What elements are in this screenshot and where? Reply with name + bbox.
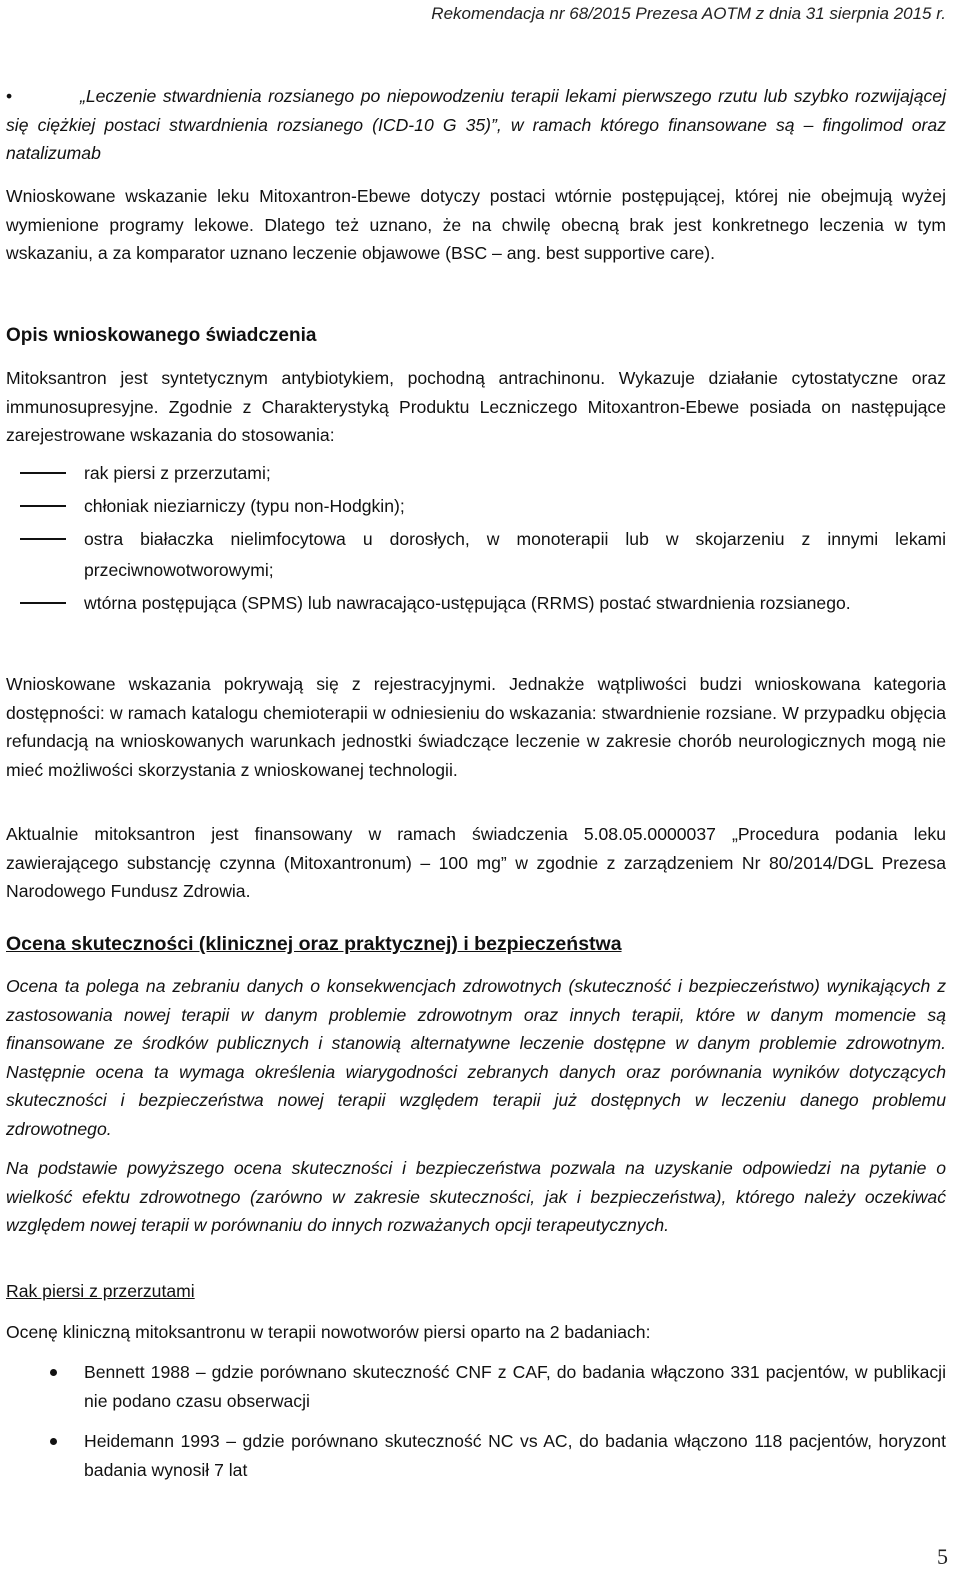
dash-icon: [20, 538, 66, 540]
paragraph-ocena-2: Na podstawie powyższego ocena skuteczności i bezpieczeństwa pozwala na uzyskanie odpowiedzi na pytanie o wielkość efektu zdrowotnego (zarówno w zakresie skuteczności, jak i bezpieczeństwa), którego należy oczekiwać względem nowej terapii w porównaniu do innych rozważanych opcji terapeutycznych.: [6, 1158, 946, 1235]
paragraph-opis: Mitoksantron jest syntetycznym antybiotykiem, pochodną antrachinonu. Wykazuje działanie cytostatyczne oraz immunosupresyjne. Zgodnie z Charakterystyką Produktu Leczniczego Mitoxantron-Ebewe posiada on następujące zarejestrowane wskazania do stosowania:: [6, 368, 946, 445]
list-item: [6, 491, 946, 522]
list-item: [6, 1427, 946, 1484]
list-item: [6, 1358, 946, 1415]
dash-icon: [20, 505, 66, 507]
bullet-dot-icon: [50, 1369, 57, 1376]
dash-icon: [20, 602, 66, 604]
study-text: Bennett 1988 – gdzie porównano skuteczność CNF z CAF, do badania włączono 331 pacjentów, w publikacji nie podano czasu obserwacji: [84, 1362, 946, 1411]
page-header: Rekomendacja nr 68/2015 Prezesa AOTM z dnia 31 sierpnia 2015 r.: [431, 4, 946, 23]
paragraph-ocene: Ocenę kliniczną mitoksantronu w terapii nowotworów piersi oparto na 2 badaniach:: [6, 1322, 651, 1342]
heading-ocena: Ocena skuteczności (klinicznej oraz praktycznej) i bezpieczeństwa: [6, 933, 622, 955]
bullet-program-text: „Leczenie stwardnienia rozsianego po niepowodzeniu terapii lekami pierwszego rzutu lub szybko rozwijającej się ciężkiej postaci stwardnienia rozsianego (ICD-10 G 35)”, w ramach którego finansowane są – fingolimod oraz natalizumab: [6, 86, 946, 163]
paragraph-pokrywaja: Wnioskowane wskazania pokrywają się z rejestracyjnymi. Jednakże wątpliwości budzi wnioskowana kategoria dostępności: w ramach katalogu chemioterapii w odniesieniu do wskazania: stwardnienie rozsiane. W przypadku objęcia refundacją na wnioskowanych warunkach jednostki świadczące leczenie w zakresie chorób neurologicznych mogą nie mieć możliwości skorzystania z wnioskowanej technologii.: [6, 674, 946, 780]
paragraph-aktualnie: Aktualnie mitoksantron jest finansowany w ramach świadczenia 5.08.05.0000037 „Procedura podania leku zawierającego substancję czynna (Mitoxantronum) – 100 mg” w zgodnie z zarządzeniem Nr 80/2014/DGL Prezesa Narodowego Fundusz Zdrowia.: [6, 824, 946, 901]
list-item: [6, 458, 946, 489]
heading-opis: Opis wnioskowanego świadczenia: [6, 325, 317, 346]
list-item: [6, 588, 946, 619]
indication-text: rak piersi z przerzutami;: [84, 463, 271, 483]
study-text: Heidemann 1993 – gdzie porównano skuteczność NC vs AC, do badania włączono 118 pacjentów, horyzont badania wynosił 7 lat: [84, 1431, 946, 1480]
indications-list: [6, 458, 946, 621]
indication-text: wtórna postępująca (SPMS) lub nawracająco-ustępująca (RRMS) postać stwardnienia rozsianego.: [84, 593, 851, 613]
bullet-program-item: [6, 82, 946, 168]
indication-text: ostra białaczka nielimfocytowa u dorosłych, w monoterapii lub w skojarzeniu z innymi lekami przeciwnowotworowymi;: [84, 529, 946, 580]
bullet-dot-icon: [50, 1438, 57, 1445]
page-number: 5: [937, 1544, 948, 1569]
studies-list: [6, 1358, 946, 1496]
dash-icon: [20, 472, 66, 474]
paragraph-wskazanie: Wnioskowane wskazanie leku Mitoxantron-Ebewe dotyczy postaci wtórnie postępującej, której nie obejmują wyżej wymienione programy lekowe. Dlatego też uznano, że na chwilę obecną brak jest konkretnego leczenia w tym wskazaniu, a za komparator uznano leczenie objawowe (BSC – ang. best supportive care).: [6, 186, 946, 263]
bullet-dot-icon: •: [6, 86, 13, 106]
list-item: [6, 524, 946, 586]
paragraph-ocena-1: Ocena ta polega na zebraniu danych o konsekwencjach zdrowotnych (skuteczność i bezpieczeństwo) wynikających z zastosowania nowej terapii w danym problemie zdrowotnym oraz innych terapii, które w danym momencie są finansowane ze środków publicznych i stanowią alternatywne leczenie dostępne w danym problemie zdrowotnym. Następnie ocena ta wymaga określenia wiarygodności zebranych danych oraz porównania wyników dotyczących skuteczności i bezpieczeństwa nowej terapii względem terapii już dostępnych w leczeniu danego problemu zdrowotnego.: [6, 976, 946, 1139]
indication-text: chłoniak nieziarniczy (typu non-Hodgkin);: [84, 496, 405, 516]
heading-rak-piersi: Rak piersi z przerzutami: [6, 1281, 195, 1301]
